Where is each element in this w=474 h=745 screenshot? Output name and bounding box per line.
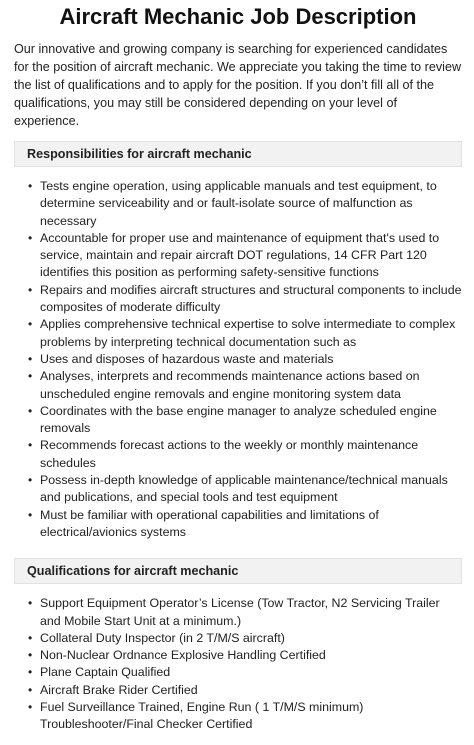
qualification-item [28, 630, 462, 647]
responsibility-item [28, 230, 462, 282]
bullet-icon: • [28, 179, 33, 193]
qualification-item [28, 664, 462, 681]
qualification-item [28, 595, 462, 630]
responsibilities-list [14, 178, 462, 541]
bullet-icon: • [28, 403, 33, 418]
bullet-icon: • [28, 317, 33, 332]
bullet-icon: • [28, 648, 33, 663]
qualification-item-text: Support Equipment Operator’s License (Tow Tractor, N2 Servicing Trailer and Mobile Start Unit at a minimum.) [40, 596, 440, 628]
bullet-icon: • [28, 473, 33, 488]
bullet-icon: • [28, 665, 33, 680]
responsibility-item [28, 368, 462, 403]
intro-paragraph: Our innovative and growing company is searching for experienced candidates for the position of aircraft mechanic. We appreciate you taking the time to review the list of qualifications and to apply for the position. If you don’t fill all of the qualifications, you may still be considered depending on your level of experience. [14, 42, 462, 128]
responsibility-item [28, 403, 462, 438]
qualifications-heading: Qualifications for aircraft mechanic [27, 564, 239, 579]
qualification-item-text: Plane Captain Qualified [40, 665, 171, 680]
responsibility-item-text: Tests engine operation, using applicable manuals and test equipment, to determine serviceability and or fault-isolate source of malfunction as necessary [40, 179, 437, 228]
responsibility-item [28, 507, 462, 542]
responsibility-item [28, 437, 462, 472]
qualifications-header [14, 558, 462, 584]
qualification-item-text: Aircraft Brake Rider Certified [40, 682, 198, 697]
responsibility-item-text: Must be familiar with operational capabilities and limitations of electrical/avionics systems [40, 507, 379, 539]
bullet-icon: • [28, 438, 33, 453]
bullet-icon: • [28, 596, 33, 611]
bullet-icon: • [28, 282, 33, 297]
qualification-item [28, 682, 462, 699]
qualification-item-text: Non-Nuclear Ordnance Explosive Handling Certified [40, 648, 326, 663]
responsibility-item-text: Repairs and modifies aircraft structures and structural components to include composites of moderate difficulty [40, 282, 462, 315]
qualification-item-text: Collateral Duty Inspector (in 2 T/M/S aircraft) [40, 630, 285, 645]
bullet-icon: • [28, 369, 33, 384]
page-title: Aircraft Mechanic Job Description [59, 4, 417, 29]
responsibility-item [28, 472, 462, 507]
bullet-icon: • [28, 351, 33, 366]
responsibility-item [28, 316, 462, 351]
responsibility-item-text: Recommends forecast actions to the weekly or monthly maintenance schedules [40, 438, 419, 470]
responsibility-item [28, 351, 462, 368]
bullet-icon: • [28, 630, 33, 645]
bullet-icon: • [28, 682, 33, 697]
responsibility-item-text: Coordinates with the base engine manager to analyze scheduled engine removals [40, 403, 437, 436]
responsibility-item-text: Uses and disposes of hazardous waste and materials [40, 351, 334, 366]
qualification-item [28, 699, 462, 734]
qualification-item-text: Fuel Surveillance Trained, Engine Run ( 1 T/M/S minimum) Troubleshooter/Final Checker Certified [40, 700, 364, 732]
bullet-icon: • [28, 230, 33, 245]
responsibility-item-text: Accountable for proper use and maintenance of equipment that's used to service, maintain and repair aircraft DOT regulations, 14 CFR Part 120 identifies this position as performing safety-sensitive functions [40, 230, 440, 280]
responsibility-item-text: Possess in-depth knowledge of applicable maintenance/technical manuals and publications, and special tools and test equipment [40, 473, 448, 505]
responsibilities-heading: Responsibilities for aircraft mechanic [27, 147, 252, 161]
responsibility-item [28, 282, 462, 317]
bullet-icon: • [28, 507, 33, 522]
responsibility-item-text: Applies comprehensive technical expertise to solve intermediate to complex problems by interpreting technical documentation such as [40, 317, 456, 349]
bullet-icon: • [28, 700, 33, 715]
qualification-item [28, 647, 462, 664]
qualifications-list [14, 595, 462, 733]
responsibilities-header [14, 141, 462, 167]
responsibility-item-text: Analyses, interprets and recommends maintenance actions based on unscheduled engine removals and engine monitoring system data [40, 369, 420, 401]
responsibility-item [28, 178, 462, 230]
